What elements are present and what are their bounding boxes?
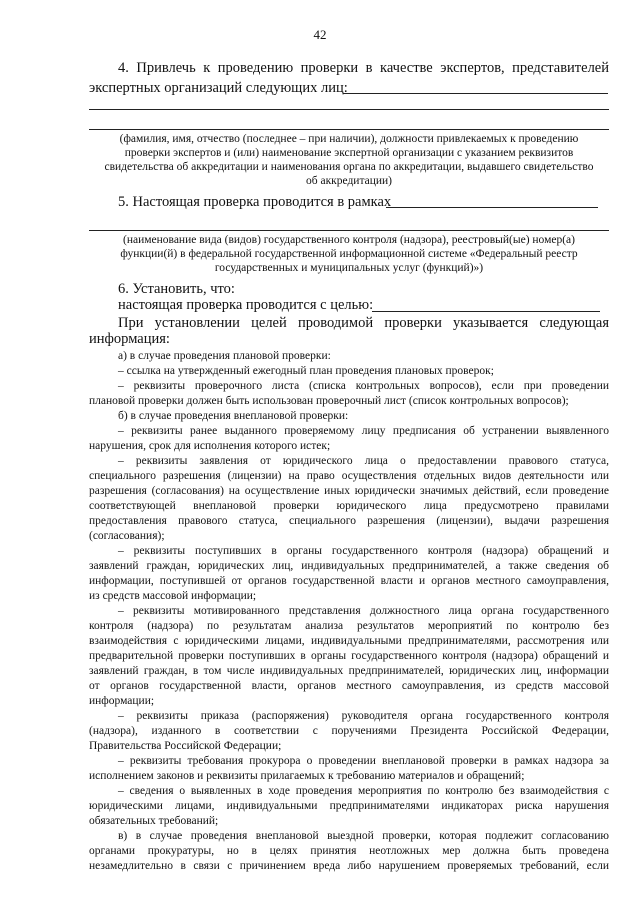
caption-line: (наименование вида (видов) государственного контроля (надзора), реестровый(ые) номер(а)	[123, 234, 575, 246]
caption-line: государственных и муниципальных услуг (функций)»)	[214, 262, 484, 274]
caption-line: свидетельства об аккредитации и наименования органа по аккредитации, выдавшего свидетельство	[104, 161, 594, 173]
body-text-line: (надзора), изданного в соответствии с поручениями Президента Российской Федерации,	[89, 725, 609, 737]
body-text-line: соответствующей внеплановой проверки юридического лица предусмотрено правилами	[89, 500, 609, 512]
body-text-line: – сведения о выявленных в ходе проведения мероприятия по контролю без взаимодействия с	[118, 785, 609, 797]
body-text-line: – реквизиты ранее выданного проверяемому лицу предписания об устранении выявленного	[118, 425, 609, 437]
body-text-line: исполнением законов и реквизиты прилагаемых к требованию материалов и обращений;	[89, 770, 525, 782]
body-text-line: б) в случае проведения внеплановой проверки:	[118, 410, 349, 422]
body-text-line: предварительной проверки поступивших в органы государственного контроля (надзора) обращений и	[89, 650, 609, 662]
body-text-line: в) в случае проведения внеплановой выездной проверки, которая подлежит согласованию	[118, 830, 609, 842]
body-text-line: из средств массовой информации;	[89, 590, 257, 602]
body-text-line: предоставления правового статуса, специального разрешения (лицензии), выдачи разрешения	[89, 515, 609, 527]
body-text-line: плановой проверки должен быть использован проверочный лист (список контрольных вопросов);	[89, 395, 569, 407]
caption-line: проверки экспертов и (или) наименование экспертной организации с указанием реквизитов	[124, 147, 574, 159]
purpose-label: настоящая проверка проводится с целью:	[118, 297, 374, 313]
body-text-line: Правительства Российской Федерации;	[89, 740, 282, 752]
body-text-line: незамедлительно в связи с причинением вреда либо нарушением проверяемых требований, если	[89, 860, 609, 872]
section6-heading: 6. Установить, что:	[118, 281, 235, 297]
control-type-fill-line-2	[89, 230, 609, 231]
section5-line: 5. Настоящая проверка проводится в рамках	[118, 194, 392, 210]
body-text-line: информации;	[89, 695, 155, 707]
page-number: 42	[313, 27, 327, 42]
info-line-1: При установлении целей проводимой проверки указывается следующая	[118, 315, 609, 331]
body-text-line: специального разрешения (лицензии) на право осуществления отдельных видов деятельности или	[89, 470, 609, 482]
body-text-line: контроля (надзора) по результатам анализа результатов мероприятий по контролю без	[89, 620, 609, 632]
section4-caption	[89, 132, 609, 188]
control-type-fill-line-1	[386, 207, 598, 208]
section4-line1: 4. Привлечь к проведению проверки в качестве экспертов, представителей	[118, 60, 609, 76]
experts-fill-line-1	[343, 93, 608, 94]
experts-fill-line-3	[89, 129, 609, 130]
info-line-2: информация:	[89, 331, 170, 347]
body-text-line: взаимодействия с юридическими лицами, индивидуальными предпринимателями, рассмотрения или	[89, 635, 609, 647]
body-text-line: информации, поступившей от органов государственной власти и органов местного самоуправления,	[89, 575, 609, 587]
section4-line2: экспертных организаций следующих лиц:	[89, 80, 348, 96]
body-text-line: – реквизиты мотивированного представления должностного лица органа государственного	[118, 605, 609, 617]
body-text-line: нарушения, срок для исполнения которого истек;	[89, 440, 331, 452]
body-text-line: от органов государственной власти, органов местного самоуправления, из средств массовой	[89, 680, 609, 692]
body-text-line: юридическими лицами, индивидуальными предпринимателями индикаторах риска нарушения	[89, 800, 609, 812]
body-text-line: органами прокуратуры, но в целях принятия неотложных мер должна быть проведена	[89, 845, 609, 857]
body-text-line: – реквизиты проверочного листа (списка контрольных вопросов), если при проведении	[118, 380, 609, 392]
body-text-line: – реквизиты требования прокурора о проведении внеплановой проверки в рамках надзора за	[118, 755, 609, 767]
body-text-line: – реквизиты приказа (распоряжения) руководителя органа государственного контроля	[118, 710, 609, 722]
caption-line: функции(й) в федеральной государственной информационной системе «Федеральный реестр	[120, 248, 578, 260]
body-text-line: – ссылка на утвержденный ежегодный план проведения плановых проверок;	[118, 365, 494, 377]
body-text-line: (согласования);	[89, 530, 165, 542]
body-text-line: а) в случае проведения плановой проверки:	[118, 350, 331, 362]
body-text-line: заявлений граждан, юридических лиц, индивидуальных предпринимателей, а также сведения об	[89, 560, 609, 572]
body-text-line: обязательных требований;	[89, 815, 219, 827]
purpose-fill-line	[372, 311, 600, 312]
section5-caption	[89, 233, 609, 275]
body-text-line: – реквизиты поступивших в органы государственного контроля (надзора) обращений и	[118, 545, 609, 557]
body-text-line: разрешения (согласования) на осуществление иных юридически значимых действий, если проведение	[89, 485, 609, 497]
caption-line: (фамилия, имя, отчество (последнее – при наличии), должности привлекаемых к проведению	[119, 133, 579, 145]
experts-fill-line-2	[89, 109, 609, 110]
body-text-line: заявлений граждан, в том числе индивидуальных предпринимателей, юридических лиц, информации	[89, 665, 609, 677]
caption-line: об аккредитации)	[305, 175, 393, 187]
body-text-line: – реквизиты заявления от юридического лица о предоставлении правового статуса,	[118, 455, 609, 467]
